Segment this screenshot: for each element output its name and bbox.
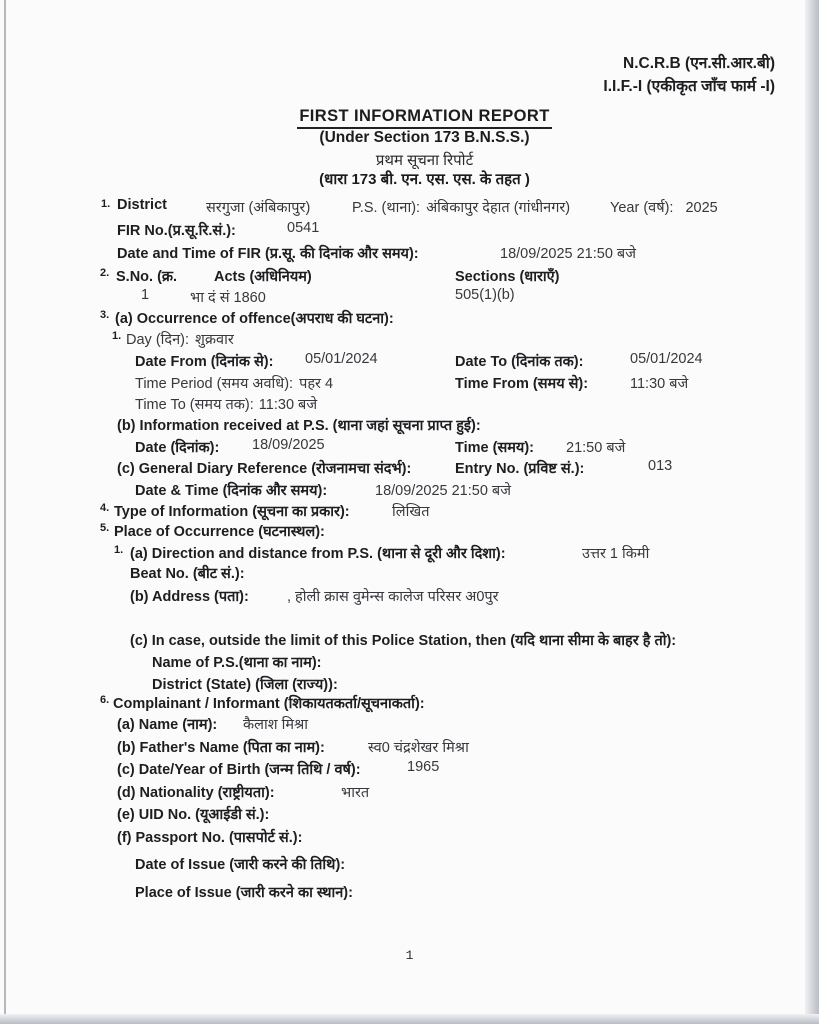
form-line [0,586,819,606]
ps-label: P.S. (थाना): [352,200,421,216]
place-of-occurrence-label: Place of Occurrence (घटनास्थल): [114,524,325,540]
date-from-label: Date From (दिनांक से): [135,354,274,370]
place-sub-number: 1. [114,544,124,556]
form-line [0,437,819,457]
section3-number: 3. [100,309,110,321]
form-line [0,563,819,583]
title-under-section: (Under Section 173 B.N.S.S.) [319,129,530,146]
date-to-label: Date To (दिनांक तक): [455,354,584,370]
form-line [0,674,819,694]
form-line [0,882,819,902]
form-line [0,804,819,824]
complainant-label: Complainant / Informant (शिकायतकर्ता/सूचनाकर्ता): [113,696,425,712]
form-line [0,693,819,713]
acts-table-header [0,266,819,286]
acts-column-label: Acts (अधिनियम) [214,269,312,285]
fir-datetime-label: Date and Time of FIR (प्र.सू. की दिनांक और समय): [117,246,419,262]
passport-no-label: (f) Passport No. (पासपोर्ट सं.): [117,830,303,846]
time-from-value: 11:30 बजे [630,376,689,392]
year-label: Year (वर्ष): [610,200,674,216]
ncrb-header: N.C.R.B (एन.सी.आर.बी) [623,55,775,72]
place-of-issue-label: Place of Issue (जारी करने का स्थान): [135,885,353,901]
outside-ps-name-label: Name of P.S.(थाना का नाम): [152,655,322,671]
form-line [0,782,819,802]
year-field [610,197,718,217]
time-period-field [135,373,333,393]
day-field [126,329,234,349]
form-line [0,458,819,478]
form-line [0,220,819,240]
fir-no-label: FIR No.(प्र.सू.रि.सं.): [117,223,236,239]
form-line [0,351,819,371]
date-of-issue-label: Date of Issue (जारी करने की तिथि): [135,857,346,873]
title-hindi-under-section: (धारा 173 बी. एन. एस. एस. के तहत ) [319,171,530,188]
gd-datetime-value: 18/09/2025 21:50 बजे [375,483,511,499]
time-period-label: Time Period (समय अवधि): [135,376,294,392]
form-line [0,480,819,500]
address-value: , होली क्रास वुमेन्स कालेज परिसर अ0पुर [287,589,499,605]
occurrence-label: (a) Occurrence of offence(अपराध की घटना): [115,311,394,327]
title-hindi: प्रथम सूचना रिपोर्ट [375,152,474,169]
form-line [0,521,819,541]
ps-field [352,197,570,217]
act-row-sno: 1 [141,287,150,303]
complainant-name-value: कैलाश मिश्रा [243,717,309,733]
year-value: 2025 [685,200,718,216]
info-date-label: Date (दिनांक): [135,440,220,456]
form-line [0,197,819,217]
time-to-label: Time To (समय तक): [135,397,254,413]
form-line [0,652,819,672]
father-name-label: (b) Father's Name (पिता का नाम): [117,740,325,756]
act-row-section: 505(1)(b) [455,287,515,303]
form-line [0,308,819,328]
iif-header: I.I.F.-I (एकीकृत जाँच फार्म -I) [603,78,775,95]
document-title: FIRST INFORMATION REPORT [297,107,551,129]
form-line [0,394,819,414]
section5-number: 5. [100,522,110,534]
nationality-value: भारत [341,785,370,801]
act-row-act: भा दं सं 1860 [190,290,266,306]
time-period-value: पहर 4 [299,376,334,392]
address-label: (b) Address (पता): [130,589,249,605]
section6-number: 6. [100,694,110,706]
form-line [0,737,819,757]
form-line [0,759,819,779]
form-line [0,854,819,874]
date-from-value: 05/01/2024 [305,351,378,367]
time-to-field [135,394,317,414]
page-number: 1 [405,948,414,963]
form-line [0,543,819,563]
info-time-value: 21:50 बजे [566,440,626,456]
direction-distance-value: उत्तर 1 किमी [582,546,650,562]
day-label: Day (दिन): [126,332,190,348]
ps-value: अंबिकापुर देहात (गांधीनगर) [426,200,571,216]
fir-datetime-value: 18/09/2025 21:50 बजे [500,246,636,262]
gd-reference-label: (c) General Diary Reference (रोजनामचा संदर्भ): [117,461,412,477]
father-name-value: स्व0 चंद्रशेखर मिश्रा [368,740,469,756]
outside-district-state-label: District (State) (जिला (राज्य)): [152,677,338,693]
entry-no-label: Entry No. (प्रविष्ट सं.): [455,461,585,477]
complainant-name-label: (a) Name (नाम): [117,717,218,733]
day-value: शुक्रवार [195,332,234,348]
district-value: सरगुजा (अंबिकापुर) [206,200,311,216]
dob-value: 1965 [407,759,440,775]
form-line [0,630,819,650]
form-line [0,329,819,349]
time-to-value: 11:30 बजे [258,397,318,413]
type-of-information-label: Type of Information (सूचना का प्रकार): [114,504,350,520]
section2-number: 2. [100,267,110,279]
title-block [30,107,819,129]
dob-label: (c) Date/Year of Birth (जन्म तिथि / वर्ष): [117,762,361,778]
gd-datetime-label: Date & Time (दिनांक और समय): [135,483,328,499]
sections-column-label: Sections (धाराएँ) [455,269,560,285]
day-number: 1. [112,330,122,342]
entry-no-value: 013 [648,458,673,474]
fir-no-value: 0541 [287,220,320,236]
info-received-label: (b) Information received at P.S. (थाना जहां सूचना प्राप्त हुई): [117,418,481,434]
acts-table-row [0,287,819,307]
photo-bottom-edge [0,1014,819,1024]
district-label: District [117,197,167,213]
form-line [0,243,819,263]
info-date-value: 18/09/2025 [252,437,325,453]
time-from-label: Time From (समय से): [455,376,589,392]
beat-no-label: Beat No. (बीट सं.): [130,566,245,582]
form-line [0,373,819,393]
section4-number: 4. [100,502,110,514]
form-line [0,415,819,435]
info-time-label: Time (समय): [455,440,534,456]
section1-number: 1. [101,198,111,210]
form-line [0,827,819,847]
direction-distance-label: (a) Direction and distance from P.S. (थाना से दूरी और दिशा): [130,546,506,562]
form-line [0,714,819,734]
nationality-label: (d) Nationality (राष्ट्रीयता): [117,785,275,801]
sno-column-label: S.No. (क्र. [116,269,178,285]
type-of-information-value: लिखित [392,504,430,520]
outside-limit-label: (c) In case, outside the limit of this Police Station, then (यदि थाना सीमा के बाहर है तो): [130,633,677,649]
uid-no-label: (e) UID No. (यूआईडी सं.): [117,807,270,823]
form-line [0,501,819,521]
date-to-value: 05/01/2024 [630,351,703,367]
